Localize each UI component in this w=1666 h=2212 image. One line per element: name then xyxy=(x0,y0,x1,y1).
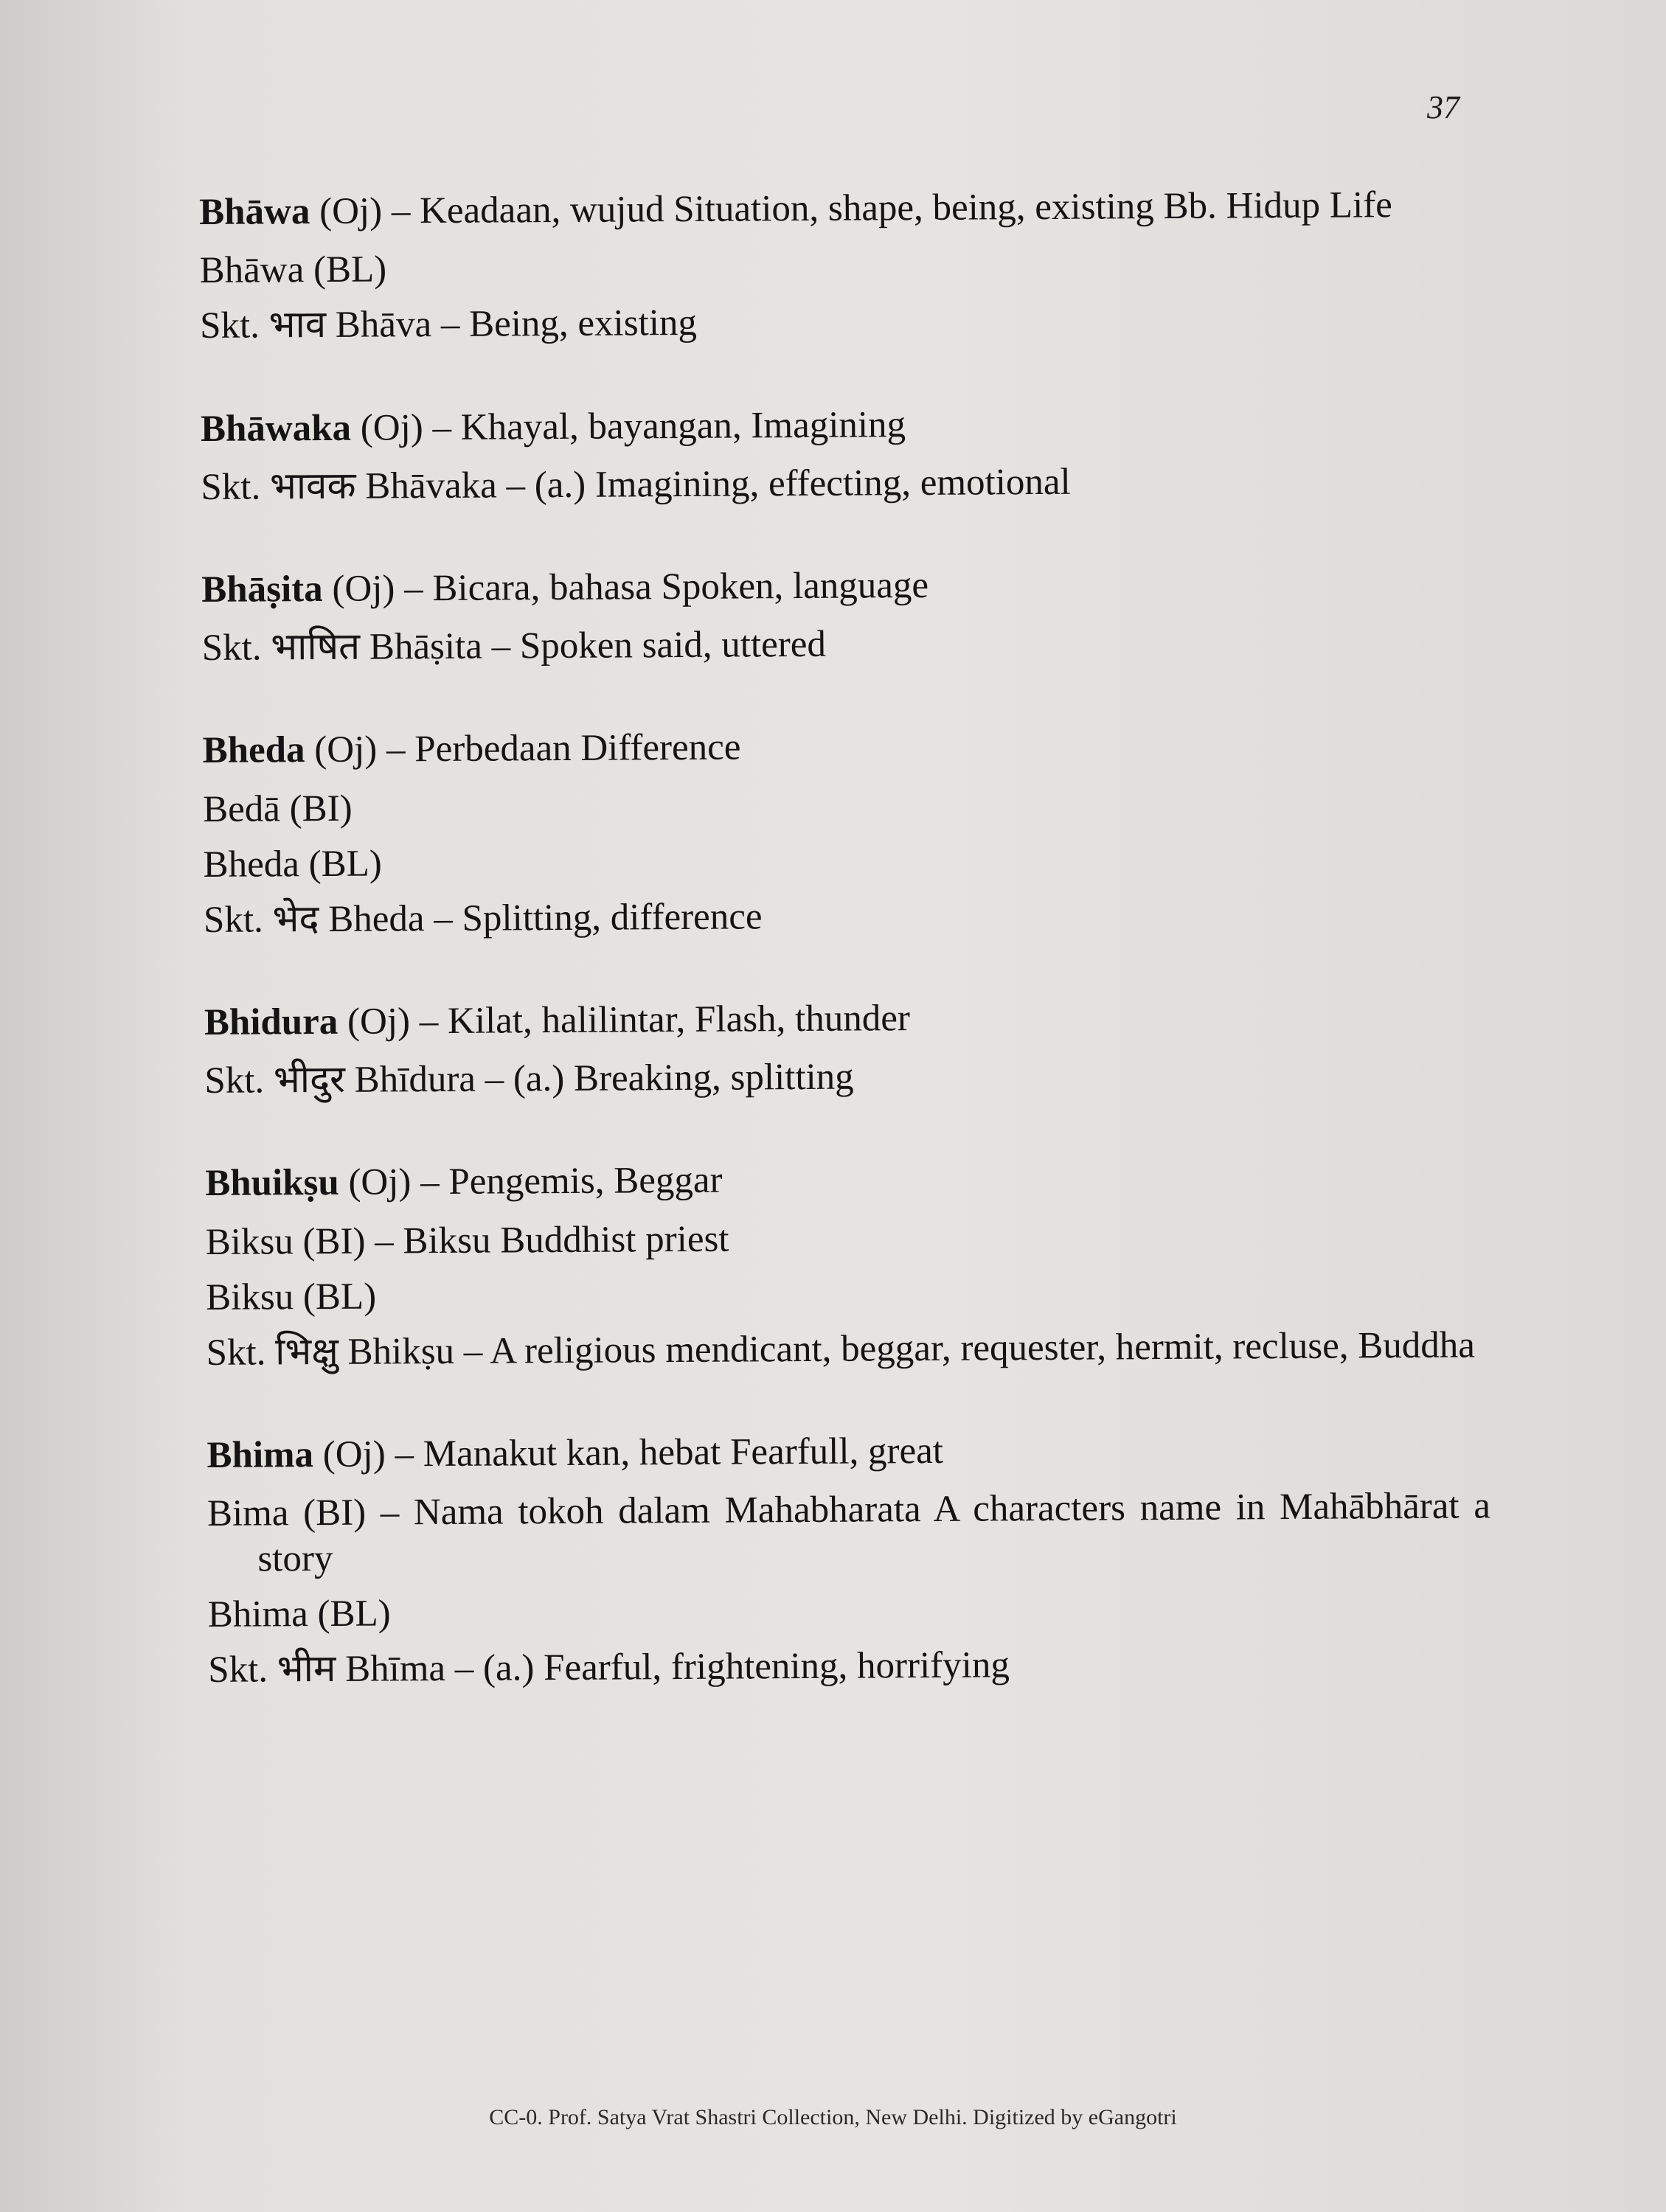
entry-line: Bima (BI) – Nama tokoh dalam Mahabharata A characters name in Mahābhārat a story xyxy=(206,1485,1491,1580)
entry-line: Bhima (BL) xyxy=(207,1593,391,1635)
entry-headline xyxy=(204,992,1488,1046)
headword: Bhidura xyxy=(204,1001,339,1044)
entry-line: Bheda (BL) xyxy=(203,843,382,886)
headline-definition: (Oj) – Perbedaan Difference xyxy=(305,726,741,771)
entry-line: Skt. भावक Bhāvaka – (a.) Imagining, effecting, emotional xyxy=(201,461,1071,508)
entry-bhuiksu xyxy=(205,1154,1490,1376)
headline-definition: (Oj) – Khayal, bayangan, Imagining xyxy=(350,403,906,449)
digitization-footer: CC-0. Prof. Satya Vrat Shastri Collection, New Delhi. Digitized by eGangotri xyxy=(489,2105,1177,2129)
entry-bhawa xyxy=(199,182,1483,349)
headline-definition: (Oj) – Bicara, bahasa Spoken, language xyxy=(322,564,929,610)
headword: Bhāwa xyxy=(199,191,310,233)
entry-headline xyxy=(201,560,1485,613)
entry-headline xyxy=(202,721,1485,774)
entry-bhidura xyxy=(204,992,1488,1104)
entry-line: Skt. भेद Bheda – Splitting, difference xyxy=(203,896,763,941)
entry-bheda xyxy=(202,721,1487,943)
entry-line: Bhāwa (BL) xyxy=(199,248,387,292)
entry-headline xyxy=(205,1154,1488,1207)
entry-line: Skt. भीदुर Bhīdura – (a.) Breaking, splitting xyxy=(204,1056,854,1102)
entry-headline xyxy=(201,399,1484,452)
headline-definition: (Oj) – Keadaan, wujud Situation, shape, being, existing Bb. Hidup Life xyxy=(310,184,1392,233)
headline-definition: (Oj) – Pengemis, Beggar xyxy=(339,1160,723,1204)
entry-bhima xyxy=(206,1426,1491,1694)
page-number: 37 xyxy=(1427,89,1460,125)
entry-line: Skt. भीम Bhīma – (a.) Fearful, frightening, horrifying xyxy=(208,1644,1010,1691)
headword: Bhāwaka xyxy=(200,407,352,450)
headline-definition: (Oj) – Kilat, halilintar, Flash, thunder xyxy=(338,998,911,1043)
headword: Bhuikṣu xyxy=(205,1162,339,1205)
entry-line: Skt. भिक्षु Bhikṣu – A religious mendicant, beggar, requester, hermit, recluse, Buddha xyxy=(206,1324,1476,1374)
entry-line: Bedā (BI) xyxy=(202,787,353,830)
headword: Bhima xyxy=(206,1434,314,1477)
entry-line: Skt. भाव Bhāva – Being, existing xyxy=(199,302,698,347)
entry-headline xyxy=(206,1426,1490,1479)
entry-line: Skt. भाषित Bhāṣita – Spoken said, uttered xyxy=(201,623,827,669)
entry-bhawaka xyxy=(201,399,1485,510)
dictionary-entries xyxy=(199,182,1492,1750)
headword: Bhāṣita xyxy=(201,568,323,611)
headword: Bheda xyxy=(202,729,305,772)
entry-line: Biksu (BI) – Biksu Buddhist priest xyxy=(205,1218,729,1263)
headline-definition: (Oj) – Manakut kan, hebat Fearfull, great xyxy=(313,1430,944,1476)
entry-line: Biksu (BL) xyxy=(206,1276,377,1318)
entry-headline xyxy=(199,182,1482,235)
entry-bhasita xyxy=(201,560,1485,671)
